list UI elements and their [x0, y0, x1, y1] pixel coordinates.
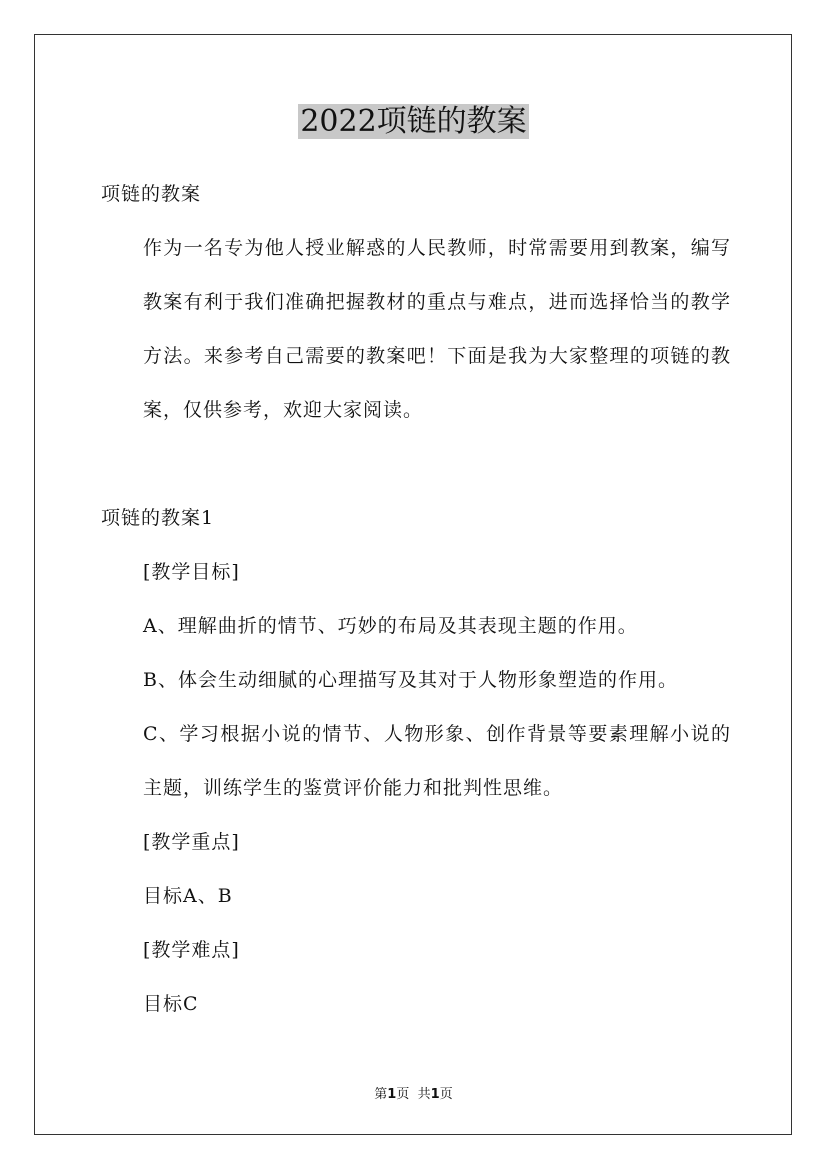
goal-c: C、学习根据小说的情节、人物形象、创作背景等要素理解小说的主题，训练学生的鉴赏评价能力和批判性思维。	[143, 723, 731, 799]
page-current: 1	[387, 1087, 397, 1102]
intro-paragraph: 作为一名专为他人授业解惑的人民教师，时常需要用到教案，编写教案有利于我们准确把握教材的重点与难点，进而选择恰当的教学方法。来参考自己需要的教案吧！下面是我为大家整理的项链的教案，仅供参考，欢迎大家阅读。	[143, 237, 731, 421]
page-unit: 页	[396, 1087, 410, 1102]
page-total: 1	[430, 1087, 440, 1102]
section-heading: 项链的教案1	[101, 507, 215, 529]
key-points-label: [教学重点]	[143, 831, 240, 853]
total-unit: 页	[439, 1087, 453, 1102]
document-body	[101, 167, 731, 1031]
goal-a: A、理解曲折的情节、巧妙的布局及其表现主题的作用。	[143, 615, 638, 637]
document-title-text: 2022项链的教案	[300, 104, 527, 139]
key-points-value: 目标A、B	[143, 885, 233, 907]
page-prefix: 第	[374, 1087, 388, 1102]
document-subtitle: 项链的教案	[101, 183, 202, 205]
total-prefix: 共	[417, 1087, 431, 1102]
document-title	[0, 100, 827, 144]
page-footer	[0, 1083, 827, 1102]
teaching-goals-label: [教学目标]	[143, 561, 240, 583]
difficulties-label: [教学难点]	[143, 939, 240, 961]
goal-b: B、体会生动细腻的心理描写及其对于人物形象塑造的作用。	[143, 669, 678, 691]
difficulties-value: 目标C	[143, 993, 199, 1015]
